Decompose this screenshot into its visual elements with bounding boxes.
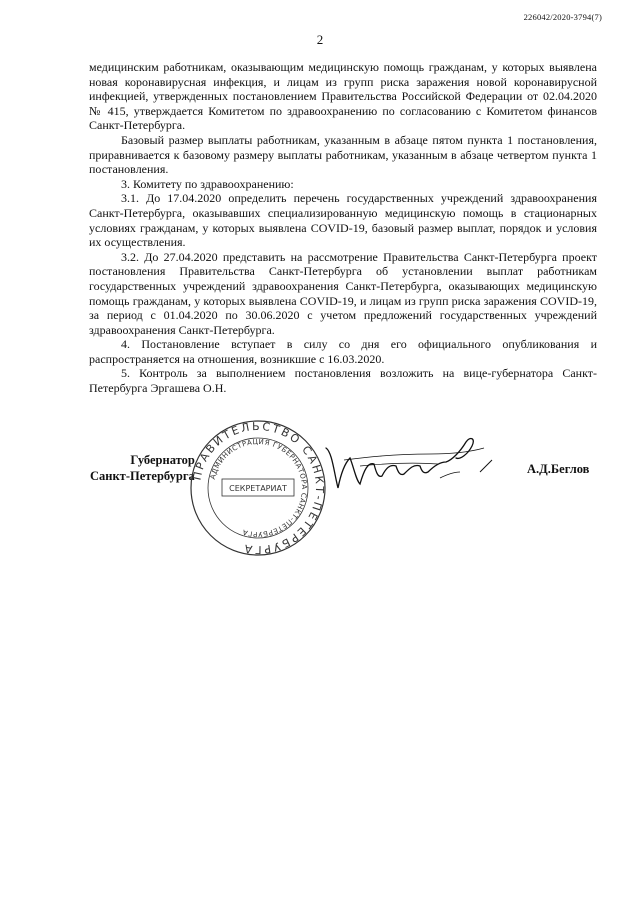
paragraph-4: 3.1. До 17.04.2020 определить перечень государственных учреждений здравоохранения Санкт-Петербурга, оказывавших специализированную медицинскую помощь в стационарных условиях гражданам, у которых выявлена COVID-19, базовый размер выплат, порядок и условия их осуществления. [89,191,597,250]
seal-center-text: СЕКРЕТАРИАТ [229,484,287,493]
paragraph-6: 4. Постановление вступает в силу со дня его официального опубликования и распространяется на отношения, возникшие с 16.03.2020. [89,337,597,366]
document-body [89,60,597,396]
seal-inner-text: АДМИНИСТРАЦИЯ ГУБЕРНАТОРА САНКТ-ПЕТЕРБУРГА [208,437,309,539]
paragraph-5: 3.2. До 27.04.2020 представить на рассмотрение Правительства Санкт-Петербурга проект постановления Правительства Санкт-Петербурга об установлении выплат работникам государственных учреждений здравоохранения Санкт-Петербурга, оказывающих медицинскую помощь гражданам, у которых выявлена COVID-19, и лицам из групп риска заражения COVID-19, за период с 01.04.2020 по 30.06.2020 с учетом предложений государственных учреждений здравоохранения Санкт-Петербурга. [89,249,597,337]
page-number: 2 [316,32,324,47]
signature-block [0,418,640,568]
signer-name: А.Д.Беглов [527,462,590,476]
handwritten-signature [320,428,500,498]
governor-title-line-1: Губернатор [130,453,195,467]
seal-outer-text: ПРАВИТЕЛЬСТВО САНКТ-ПЕТЕРБУРГА [190,419,327,557]
governor-title [90,452,195,484]
paragraph-3: 3. Комитету по здравоохранению: [121,176,294,191]
official-seal [188,418,328,558]
governor-title-line-2: Санкт-Петербурга [90,469,195,483]
document-number: 226042/2020-3794(7) [523,12,602,22]
paragraph-1: медицинским работникам, оказывающим медицинскую помощь гражданам, у которых выявлена новая коронавирусная инфекция, и лицам из групп риска заражения новой коронавирусной инфекцией, утвержденных постановлением Правительства Российской Федерации от 02.04.2020 № 415, утверждается Комитетом по здравоохранению по согласованию с Комитетом финансов Санкт-Петербурга. [89,60,597,133]
paragraph-7: 5. Контроль за выполнением постановления возложить на вице-губернатора Санкт-Петербурга Эргашева О.Н. [89,366,597,396]
paragraph-2: Базовый размер выплаты работникам, указанным в абзаце пятом пункта 1 постановления, приравнивается к базовому размеру выплаты работникам, указанным в абзаце четвертом пункта 1 постановления. [89,132,597,177]
